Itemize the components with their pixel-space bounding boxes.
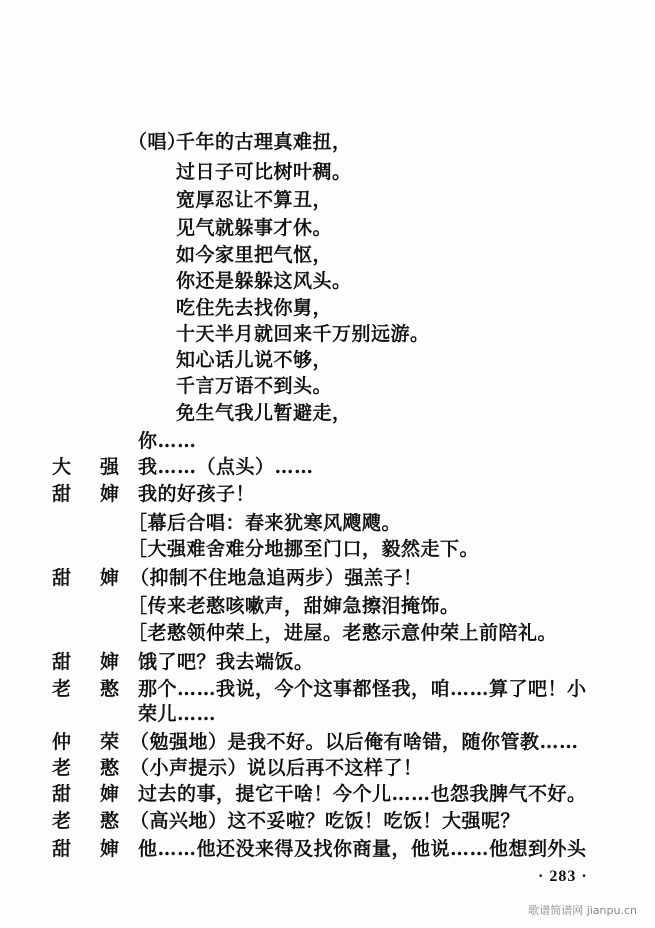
dialogue-line-14: （高兴地）这不妥啦？吃饭！吃饭！大强呢？ bbox=[130, 810, 521, 832]
speaker-char-1: 老 bbox=[52, 810, 72, 832]
song-line-3: 宽厚忍让不算丑， bbox=[176, 189, 333, 211]
speaker-char-2: 憨 bbox=[100, 810, 120, 832]
speaker-char-2: 婶 bbox=[100, 651, 120, 673]
dialogue-line-12: （小声提示）说以后再不这样了！ bbox=[130, 757, 423, 779]
speaker-char-2: 婶 bbox=[100, 783, 120, 805]
dialogue-line-5: （抑制不住地急追两步）强羔子！ bbox=[130, 567, 423, 589]
dialogue-line-11: （勉强地）是我不好。以后俺有啥错，随你管教…… bbox=[130, 731, 579, 753]
speaker-char-2: 婶 bbox=[100, 838, 120, 860]
speaker-char-1: 老 bbox=[52, 757, 72, 779]
dialogue-line-9: 那个……我说，今个这事都怪我，咱……算了吧！小 bbox=[138, 678, 587, 700]
speaker-char-1: 老 bbox=[52, 678, 72, 700]
speaker-char-2: 婶 bbox=[100, 567, 120, 589]
page-number: · 283 · bbox=[538, 868, 588, 885]
dialogue-line-2: 我的好孩子！ bbox=[138, 483, 256, 505]
speaker-char-1: 仲 bbox=[52, 731, 72, 753]
speaker-char-1: 甜 bbox=[52, 483, 72, 505]
song-line-1: 千年的古理真难扭， bbox=[176, 131, 352, 153]
stage-direction-2: ［大强难舍难分地挪至门口，毅然走下。 bbox=[128, 538, 480, 560]
speaker-char-1: 甜 bbox=[52, 651, 72, 673]
speaker-char-2: 憨 bbox=[100, 757, 120, 779]
speaker-char-2: 婶 bbox=[100, 483, 120, 505]
song-line-5: 如今家里把气怄， bbox=[176, 244, 333, 266]
stage-direction-3: ［传来老憨咳嗽声，甜婶急擦泪掩饰。 bbox=[128, 595, 460, 617]
watermark: 歌谱简谱网 jianpu.cn bbox=[528, 904, 637, 917]
dialogue-line-13: 过去的事，提它干啥！今个儿……也怨我脾气不好。 bbox=[138, 783, 587, 805]
speaker-char-1: 甜 bbox=[52, 567, 72, 589]
song-line-8: 十天半月就回来千万别远游。 bbox=[176, 323, 430, 345]
stage-direction-4: ［老憨领仲荣上，进屋。老憨示意仲荣上前陪礼。 bbox=[128, 622, 558, 644]
dialogue-line-1: 我……（点头）…… bbox=[138, 456, 314, 478]
song-label: （唱） bbox=[128, 131, 187, 153]
speaker-char-1: 甜 bbox=[52, 838, 72, 860]
song-line-7: 吃住先去找你舅， bbox=[176, 297, 333, 319]
song-line-12: 你…… bbox=[138, 430, 197, 452]
dialogue-line-9-cont: 荣儿…… bbox=[138, 703, 217, 725]
song-line-2: 过日子可比树叶稠。 bbox=[176, 161, 352, 183]
speaker-char-1: 甜 bbox=[52, 783, 72, 805]
speaker-char-2: 荣 bbox=[100, 731, 120, 753]
speaker-char-2: 憨 bbox=[100, 678, 120, 700]
stage-direction-1: ［幕后合唱：春来犹寒风飕飕。 bbox=[128, 512, 402, 534]
song-line-10: 千言万语不到头。 bbox=[176, 375, 333, 397]
dialogue-line-8: 饿了吧？我去端饭。 bbox=[138, 651, 314, 673]
speaker-char-2: 强 bbox=[100, 456, 120, 478]
song-line-4: 见气就躲事才休。 bbox=[176, 217, 333, 239]
song-line-11: 免生气我儿暂避走， bbox=[176, 402, 352, 424]
speaker-char-1: 大 bbox=[52, 456, 72, 478]
song-line-6: 你还是躲躲这风头。 bbox=[176, 270, 352, 292]
song-line-9: 知心话儿说不够， bbox=[176, 349, 333, 371]
dialogue-line-15: 他……他还没来得及找你商量，他说……他想到外头 bbox=[138, 838, 587, 860]
